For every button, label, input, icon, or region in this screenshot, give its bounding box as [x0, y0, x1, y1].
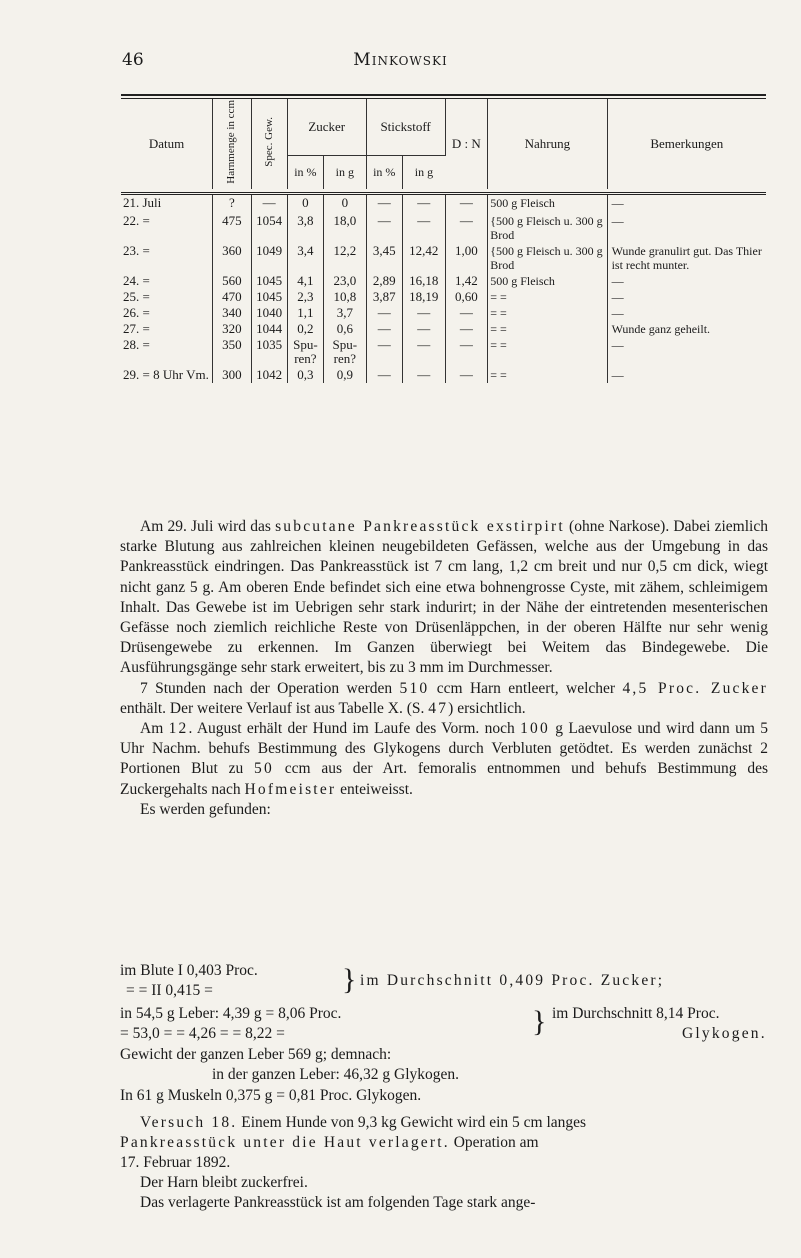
cell-dn: — [445, 305, 488, 321]
col-harnmenge: Harnmenge in ccm [213, 99, 251, 189]
cell-bem: — [611, 368, 624, 383]
cell-harn: 560 [213, 273, 251, 289]
cell-dn: — [445, 367, 488, 383]
sub-zucker-g: in g [324, 156, 367, 189]
cell-n-pct: 3,87 [366, 289, 402, 305]
leber-1: in 54,5 g Leber: 4,39 g = 8,06 Proc. [120, 1005, 342, 1022]
brace-blut: } [342, 963, 357, 996]
col-dn: D : N [445, 99, 488, 189]
blut-mean: im Durchschnitt 0,409 Proc. Zucker; [360, 972, 665, 989]
cell-dn: — [445, 213, 488, 243]
cell-spec: 1044 [251, 321, 287, 337]
versuch-date: 17. Februar 1892. [120, 1154, 231, 1171]
cell-z-g: 23,0 [324, 273, 367, 289]
cell-nahrung: 500 g Fleisch [488, 193, 607, 213]
cell-harn: 350 [213, 337, 251, 367]
harn-line: Der Harn bleibt zuckerfrei. [140, 1174, 308, 1191]
cell-nahrung: {500 g Fleisch u. 300 g Brod [488, 243, 607, 273]
cell-nahrung: = = [488, 305, 607, 321]
cell-spec: 1049 [251, 243, 287, 273]
cell-spec: 1040 [251, 305, 287, 321]
cell-z-pct: 4,1 [287, 273, 323, 289]
blut-2: = = II 0,415 = [126, 982, 213, 999]
cell-n-pct: — [366, 367, 402, 383]
cell-dn: — [445, 193, 488, 213]
blut-1: im Blute I 0,403 Proc. [120, 962, 258, 979]
leber-mean-b: Glykogen. [682, 1025, 767, 1042]
cell-dn: 1,42 [445, 273, 488, 289]
cell-z-pct: 0,3 [287, 367, 323, 383]
cell-z-g: Spu-ren? [324, 337, 367, 367]
cell-spec: — [251, 193, 287, 213]
cell-nahrung: = = [488, 337, 607, 367]
cell-spec: 1042 [251, 367, 287, 383]
cell-nahrung: = = [488, 289, 607, 305]
cell-n-g: — [402, 305, 445, 321]
cell-z-pct: 1,1 [287, 305, 323, 321]
cell-datum: 21. Juli [121, 193, 213, 213]
cell-nahrung: = = [488, 367, 607, 383]
cell-n-g: — [402, 367, 445, 383]
ganze-leber: in der ganzen Leber: 46,32 g Glykogen. [212, 1066, 460, 1083]
cell-datum: 23. = [121, 243, 213, 273]
cell-z-g: 10,8 [324, 289, 367, 305]
gewicht: Gewicht der ganzen Leber 569 g; demnach: [120, 1046, 392, 1063]
versuch-line-1: Versuch 18. Einem Hunde von 9,3 kg Gewicht wird ein 5 cm langes [140, 1114, 587, 1131]
running-title: Minkowski [353, 50, 448, 70]
cell-harn: 360 [213, 243, 251, 273]
cell-dn: 0,60 [445, 289, 488, 305]
cell-dn: 1,00 [445, 243, 488, 273]
cell-nahrung: 500 g Fleisch [488, 273, 607, 289]
cell-z-pct: 3,8 [287, 213, 323, 243]
cell-spec: 1035 [251, 337, 287, 367]
cell-nahrung: = = [488, 321, 607, 337]
cell-bem: — [611, 290, 624, 305]
col-datum: Datum [121, 99, 213, 189]
page-number: 46 [122, 50, 144, 70]
cell-z-pct: 0,2 [287, 321, 323, 337]
cell-z-pct: Spu-ren? [287, 337, 323, 367]
cell-datum: 22. = [121, 213, 213, 243]
cell-z-g: 12,2 [324, 243, 367, 273]
leber-2: = 53,0 = = 4,26 = = 8,22 = [120, 1025, 285, 1042]
cell-datum: 24. = [121, 273, 213, 289]
cell-bem: — [611, 306, 624, 321]
cell-z-g: 0,9 [324, 367, 367, 383]
cell-n-g: 12,42 [402, 243, 445, 273]
cell-z-g: 3,7 [324, 305, 367, 321]
cell-nahrung: {500 g Fleisch u. 300 g Brod [488, 213, 607, 243]
versuch-line-2: Pankreasstück unter die Haut verlagert. Operation am [120, 1134, 539, 1151]
cell-z-g: 0,6 [324, 321, 367, 337]
cell-datum: 25. = [121, 289, 213, 305]
cell-harn: 470 [213, 289, 251, 305]
cell-n-pct: — [366, 321, 402, 337]
cell-z-pct: 2,3 [287, 289, 323, 305]
cell-n-g: 16,18 [402, 273, 445, 289]
cell-n-pct: — [366, 337, 402, 367]
paragraph-2: 7 Stunden nach der Operation werden 510 ccm Harn entleert, welcher 4,5 Proc. Zucker enthält. Der weitere Verlauf ist aus Tabelle X. (S. 47) ersichtlich. [120, 679, 768, 717]
cell-harn: 300 [213, 367, 251, 383]
cell-spec: 1045 [251, 273, 287, 289]
cell-harn: 475 [213, 213, 251, 243]
cell-dn: — [445, 321, 488, 337]
cell-harn: 340 [213, 305, 251, 321]
cell-n-pct: — [366, 305, 402, 321]
cell-n-g: 18,19 [402, 289, 445, 305]
cell-z-pct: 3,4 [287, 243, 323, 273]
cell-dn: — [445, 337, 488, 367]
brace-leber: } [532, 1005, 547, 1038]
cell-bem: Wunde granulirt gut. Das Thier ist recht munter. [611, 244, 762, 273]
col-stickstoff: Stickstoff [366, 99, 445, 156]
sub-stick-g: in g [402, 156, 445, 189]
cell-n-pct: — [366, 213, 402, 243]
paragraph-3: Am 12. August erhält der Hund im Laufe des Vorm. noch 100 g Laevulose und wird dann um 5 Uhr Nachm. behufs Bestimmung des Glykogens durch Verbluten getödtet. Es werden zunächst 2 Portionen Blut zu 50 ccm aus der Art. femoralis entnommen und behufs Bestimmung des Zuckergehalts nach Hofmeister enteiweisst. [120, 720, 769, 798]
cell-spec: 1045 [251, 289, 287, 305]
col-nahrung: Nahrung [488, 99, 607, 189]
cell-spec: 1054 [251, 213, 287, 243]
cell-z-g: 18,0 [324, 213, 367, 243]
paragraph-1: Am 29. Juli wird das subcutane Pankreasstück exstirpirt (ohne Narkose). Dabei ziemlich starke Blutung aus zahlreichen kleinen neugebildeten Gefässen, welche aus der Umgebung in das Pankreasstück eindringen. Das Pankreasstück ist 7 cm lang, 1,2 cm breit und nur 0,5 cm dick, wiegt nicht ganz 5 g. Am oberen Ende befindet sich eine etwa bohnengrosse Cyste, mit zähem, schleimigem Inhalt. Das Gewebe ist im Uebrigen sehr stark indurirt; in der Nähe der eintretenden mesenterischen Gefässe noch ziemlich reichliche Reste von Drüsenläppchen, in der oberen Hälfte nur sehr wenig Drüsengewebe zu erkennen. Im Ganzen überwiegt bei Weitem das Bindegewebe. Die Ausführungsgänge sehr stark erweitert, bis zu 3 mm im Durchmesser. [120, 518, 768, 677]
cell-datum: 26. = [121, 305, 213, 321]
cell-z-pct: 0 [287, 193, 323, 213]
cell-datum: 28. = [121, 337, 213, 367]
cell-bem: — [611, 338, 624, 353]
cell-n-g: — [402, 337, 445, 367]
cell-n-pct: — [366, 193, 402, 213]
cell-n-pct: 3,45 [366, 243, 402, 273]
muskeln: In 61 g Muskeln 0,375 g = 0,81 Proc. Glykogen. [120, 1087, 422, 1104]
cell-harn: ? [213, 193, 251, 213]
cell-bem: Wunde ganz geheilt. [611, 322, 711, 337]
cell-n-g: — [402, 321, 445, 337]
results-block [120, 0, 768, 1258]
cell-bem: — [611, 214, 624, 229]
last-line: Das verlagerte Pankreasstück ist am folgenden Tage stark ange- [140, 1194, 536, 1211]
cell-bem: — [611, 274, 624, 289]
sub-zucker-pct: in % [287, 156, 323, 189]
cell-harn: 320 [213, 321, 251, 337]
cell-z-g: 0 [324, 193, 367, 213]
cell-n-g: — [402, 193, 445, 213]
leber-mean-a: im Durchschnitt 8,14 Proc. [552, 1005, 720, 1022]
cell-datum: 29. = 8 Uhr Vm. [121, 367, 213, 383]
cell-datum: 27. = [121, 321, 213, 337]
col-bemerkungen: Bemerkungen [650, 135, 724, 151]
sub-stick-pct: in % [366, 156, 402, 189]
cell-n-pct: 2,89 [366, 273, 402, 289]
col-zucker: Zucker [287, 99, 366, 156]
paragraph-4: Es werden gefunden: [140, 800, 271, 818]
col-spec-gew: Spec. Gew. [251, 99, 287, 189]
cell-bem: — [611, 195, 624, 210]
cell-n-g: — [402, 213, 445, 243]
